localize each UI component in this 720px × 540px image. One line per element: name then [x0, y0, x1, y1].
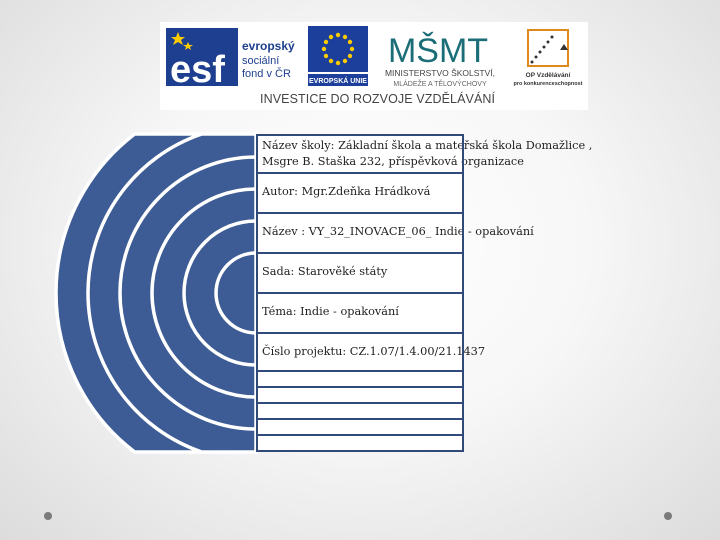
row-tema	[256, 294, 464, 332]
esf-line1: evropský	[242, 39, 295, 53]
esf-line2: sociální	[242, 55, 280, 67]
msmt-line2: MLÁDEŽE A TĚLOVÝCHOVY	[393, 81, 487, 88]
corner-dot-right	[664, 512, 672, 520]
autor-text: Autor: Mgr.Zdeňka Hrádková	[262, 185, 431, 198]
esf-logo-text: esf	[170, 49, 225, 90]
skola-line2: Msgre B. Staška 232, příspěvková organizace	[262, 155, 524, 168]
row-empty-2	[256, 388, 464, 402]
row-empty-1	[256, 372, 464, 386]
row-sada	[256, 254, 464, 292]
cislo-text: Číslo projektu: CZ.1.07/1.4.00/21.1437	[262, 345, 486, 358]
row-autor	[256, 174, 464, 212]
eu-label: EVROPSKÁ UNIE	[309, 78, 367, 85]
msmt-line1: MINISTERSTVO ŠKOLSTVÍ,	[384, 68, 496, 78]
corner-dot-left	[44, 512, 52, 520]
sada-text: Sada: Starověké státy	[262, 265, 388, 278]
info-table	[256, 134, 593, 452]
esf-line3: fond v ČR	[242, 68, 291, 80]
op-line1: OP Vzdělávání	[525, 72, 571, 79]
row-skola	[256, 136, 593, 172]
row-empty-3	[256, 404, 464, 418]
row-empty-5	[256, 436, 464, 450]
op-line2: pro konkurenceschopnost	[513, 81, 583, 87]
row-empty-4	[256, 420, 464, 434]
nazev-text: Název : VY_32_INOVACE_06_ Indie - opakování	[262, 225, 534, 238]
tema-text: Téma: Indie - opakování	[262, 305, 399, 318]
row-nazev	[256, 214, 534, 252]
investice-slogan: INVESTICE DO ROZVOJE VZDĚLÁVÁNÍ	[260, 92, 496, 106]
skola-line1: Název školy: Základní škola a mateřská škola Domažlice ,	[262, 139, 593, 152]
msmt-logo-text: MŠMT	[387, 32, 489, 70]
row-cislo	[256, 334, 486, 370]
